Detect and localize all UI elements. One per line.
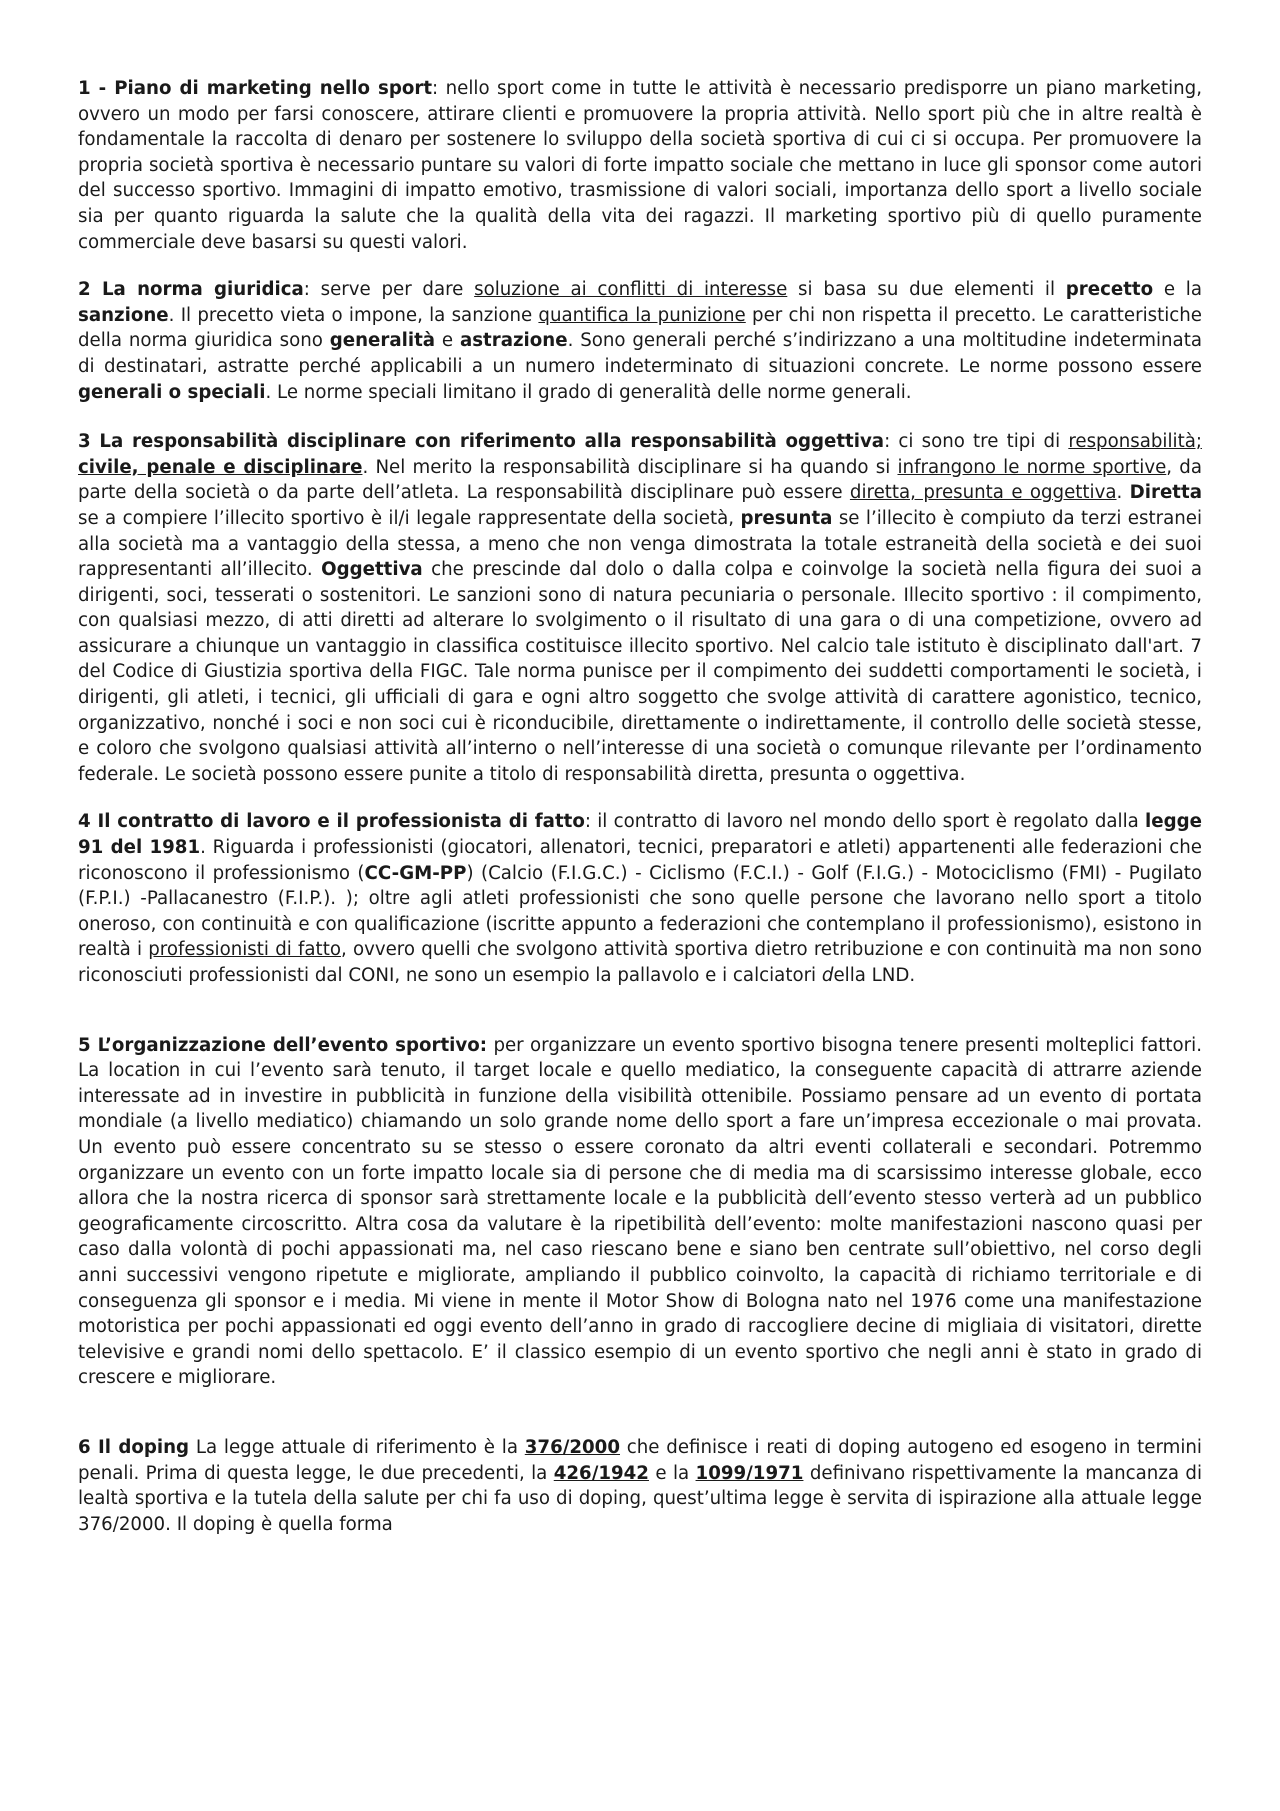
text-run: professionisti di fatto xyxy=(148,939,341,961)
text-run: sanzione xyxy=(78,304,169,326)
section-6-title: 6 Il doping xyxy=(78,1436,190,1458)
text-run: per organizzare un evento sportivo bisogna tenere presenti molteplici fattori. La location in cui l’evento sarà tenuto, il target locale e quello mediatico, la conseguente capacità di attrarre aziende interessate ad in investire in pubblicità in funzione della visibilità ottenibile. Possiamo pensare ad un evento di portata mondiale (a livello mediatico) chiamando un solo grande nome dello sport a fare un’impresa eccezionale o mai provata. Un evento può essere concentrato su se stesso o essere coronato da altri eventi collaterali e secondari. Potremmo organizzare un evento con un forte impatto locale sia di persone che di media ma di scarsissimo interesse globale, ecco allora che la nostra ricerca di sponsor sarà strettamente locale e la pubblicità dell’evento stesso verterà ad un pubblico geograficamente circoscritto. Altra cosa da valutare è la ripetibilità dell’evento: molte manifestazioni nascono quasi per caso dalla volontà di pochi appassionati ma, nel caso riescano bene e siano ben centrate sull’obiettivo, nel corso degli anni successivi vengono ripetute e migliorate, ampliando il pubblico coinvolto, la capacità di richiamo territoriale e di conseguenza gli sponsor e i media. Mi viene in mente il Motor Show di Bologna nato nel 1976 come una manifestazione motoristica per pochi appassionati ed oggi evento dell’anno in grado di raccogliere decine di migliaia di visitatori, dirette televisive e grandi nomi dello spettacolo. E’ il classico esempio di un evento sportivo che negli anni è stato in grado di crescere e migliorare. xyxy=(78,1034,1202,1389)
text-run: . Sono generali perché s’indirizzano a una moltitudine indeterminata di destinatari, astratte perché applicabili a un numero indeterminato di situazioni concrete. Le norme possono essere xyxy=(78,330,1202,377)
text-run: diretta, presunta e oggettiva xyxy=(849,482,1117,504)
text-run: infrangono le norme sportive xyxy=(897,456,1167,478)
text-run: 1099/1971 xyxy=(695,1462,804,1484)
text-run: si basa su due elementi il xyxy=(787,279,1066,301)
text-run: Diretta xyxy=(1129,482,1202,504)
text-run: responsabilità; xyxy=(1068,431,1202,453)
section-1-title: 1 - Piano di marketing nello sport xyxy=(78,78,433,99)
text-run: se a compiere l’illecito sportivo è il/i legale rappresentate della società, xyxy=(78,507,741,529)
text-run: nello sport come in tutte le attività è necessario predisporre un piano marketing, ovvero un modo per farsi conoscere, attirare clienti e promuovere la propria attività. Nello sport più che in altre realtà è fondamentale la raccolta di denaro per sostenere lo sviluppo della società sportiva di cui ci si occupa. Per promuovere la propria società sportiva è necessario puntare su valori di forte impatto sociale che mettano in luce gli sponsor come autori del successo sportivo. Immagini di impatto emotivo, trasmissione di valori sociali, importanza dello sport a livello sociale sia per quanto riguarda la salute che la qualità della vita dei ragazzi. Il marketing sportivo più di quello puramente commerciale deve basarsi su questi valori. xyxy=(78,78,1202,253)
text-run: . Nel merito la responsabilità disciplinare si ha quando si xyxy=(362,456,898,478)
text-run: presunta xyxy=(740,507,833,529)
text-run: che definisce i reati di doping autogeno ed esogeno in termini penali. Prima di questa legge, le due precedenti, la xyxy=(78,1436,1202,1484)
text-run: civile, penale e disciplinare xyxy=(78,456,363,478)
text-run: soluzione ai conflitti di interesse xyxy=(474,279,788,301)
section-2 xyxy=(78,277,1202,405)
text-run: . Le norme speciali limitano il grado di generalità delle norme generali. xyxy=(265,381,912,403)
text-run: e la xyxy=(648,1462,696,1484)
text-run: se l’illecito è compiuto da terzi estranei alla società ma a vantaggio della stessa, a meno che non venga dimostrata la totale estraneità della società e dei suoi rappresentanti all’illecito. xyxy=(78,507,1202,581)
text-run: il contratto di lavoro nel mondo dello sport è regolato dalla xyxy=(597,811,1146,833)
section-1-colon: : xyxy=(432,78,446,99)
section-1 xyxy=(78,76,1202,255)
section-5 xyxy=(78,1033,1202,1391)
section-4-title: 4 Il contratto di lavoro e il professionista di fatto xyxy=(78,811,585,833)
text-run: legge 91 del 1981 xyxy=(78,811,1202,859)
text-run: , da parte della società o da parte dell’atleta. La responsabilità disciplinare può essere xyxy=(78,456,1202,504)
text-run: che prescinde dal dolo o dalla colpa e coinvolge la società nella figura dei suoi a dirigenti, soci, tesserati o sostenitori. Le sanzioni sono di natura pecuniaria o personale. Illecito sportivo : il compimento, con qualsiasi mezzo, di atti diretti ad alterare lo svolgimento o il risultato di una gara o di una competizione, ovvero ad assicurare a chiunque un vantaggio in classifica costituisce illecito sportivo. Nel calcio tale istituto è disciplinato dall'art. 7 del Codice di Giustizia sportiva della FIGC. Tale norma punisce per il compimento dei suddetti comportamenti le società, i dirigenti, gli atleti, i tecnici, gli ufficiali di gara e ogni altro soggetto che svolge attività di carattere agonistico, tecnico, organizzativo, nonché i soci e non soci cui è riconducibile, direttamente o indirettamente, il controllo delle società stesse, e coloro che svolgono qualsiasi attività all’interno o nell’interesse di una società o comunque rilevante per l’ordinamento federale. Le società possono essere punite a titolo di responsabilità diretta, presunta o oggettiva. xyxy=(78,559,1202,785)
text-run: generali o speciali xyxy=(78,381,266,403)
section-3-colon: : xyxy=(884,431,899,453)
text-run: 426/1942 xyxy=(553,1462,649,1484)
text-run: e xyxy=(435,330,460,352)
text-run: d xyxy=(821,965,834,986)
text-run: , ovvero quelli che svolgono attività sportiva dietro retribuzione e con continuità ma non sono riconosciuti professionisti dal CONI, ne sono un esempio la pallavolo e i calciatori xyxy=(78,939,1203,986)
text-run: CC-GM-PP xyxy=(364,862,467,884)
text-run: precetto xyxy=(1065,279,1154,301)
section-5-body xyxy=(78,1035,1202,1389)
text-run: quantifica la punizione xyxy=(538,304,746,326)
text-run: 376/2000 xyxy=(524,1436,620,1458)
section-2-title: 2 La norma giuridica xyxy=(78,279,304,301)
section-6-body xyxy=(78,1437,1202,1535)
section-4-colon: : xyxy=(584,811,598,833)
text-run: . xyxy=(1116,482,1130,504)
text-run: generalità xyxy=(329,330,436,352)
text-run: . Il precetto vieta o impone, la sanzione xyxy=(168,304,539,326)
text-run: La legge attuale di riferimento è la xyxy=(195,1436,525,1458)
text-run: Oggettiva xyxy=(321,559,423,581)
text-run: e la xyxy=(1153,279,1202,301)
text-run: per chi non rispetta il precetto. Le caratteristiche della norma giuridica sono xyxy=(78,304,1203,352)
section-1-body xyxy=(78,78,1202,253)
section-3 xyxy=(78,429,1202,787)
section-3-title: 3 La responsabilità disciplinare con riferimento alla responsabilità oggettiva xyxy=(78,431,885,453)
section-6-space xyxy=(189,1437,196,1458)
text-run: ci sono tre tipi di xyxy=(898,431,1069,453)
section-2-colon: : xyxy=(303,279,321,301)
text-run: ella LND. xyxy=(833,965,916,986)
text-run: astrazione xyxy=(459,330,568,352)
section-3-body xyxy=(78,431,1202,785)
text-run: definivano rispettivamente la mancanza di lealtà sportiva e la tutela della salute per chi fa uso di doping, quest’ultima legge è servita di ispirazione alla attuale legge 376/2000. Il doping è quella forma xyxy=(78,1462,1203,1535)
text-run: . Riguarda i professionisti (giocatori, allenatori, tecnici, preparatori e atleti) appartenenti alle federazioni che riconoscono il professionismo ( xyxy=(78,837,1202,884)
text-run: serve per dare xyxy=(320,279,475,301)
section-5-title: 5 L’organizzazione dell’evento sportivo: xyxy=(78,1034,488,1056)
section-4 xyxy=(78,809,1202,988)
text-run: ) (Calcio (F.I.G.C.) - Ciclismo (F.C.I.) - Golf (F.I.G.) - Motociclismo (FMI) - Pugilato (F.P.I.) -Pallacanestro (F.I.P.). ); oltre agli atleti professionisti che sono quelle persone che lavorano nello sport a titolo oneroso, con continuità e con qualificazione (iscritte appunto a federazioni che contemplano il professionismo), esistono in realtà i xyxy=(78,862,1202,961)
section-4-body xyxy=(78,811,1202,986)
document-page xyxy=(78,76,1202,1537)
section-6 xyxy=(78,1435,1202,1537)
